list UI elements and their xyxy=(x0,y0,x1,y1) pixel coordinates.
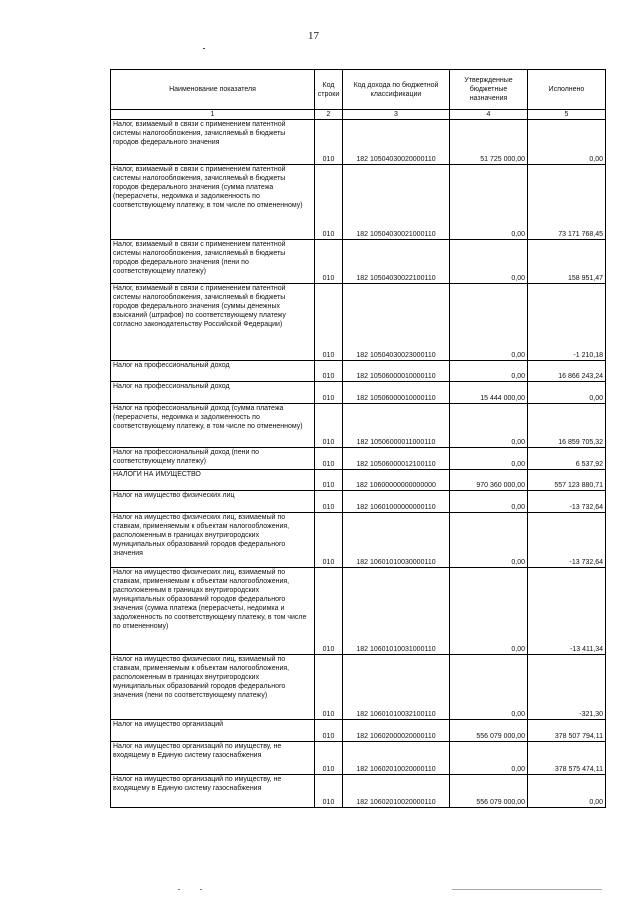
table-header-row xyxy=(111,70,606,110)
row-name: Налог, взимаемый в связи с применением патентной системы налогообложения, зачисляемый в бюджеты городов федерального значения xyxy=(111,120,315,165)
row-name: Налог, взимаемый в связи с применением патентной системы налогообложения, зачисляемый в бюджеты городов федерального значения (суммы денежных взысканий (штрафов) по соответствующему платежу согласно законодательству Российской Федерации) xyxy=(111,284,315,361)
row-approved: 15 444 000,00 xyxy=(450,382,528,404)
row-line-code: 010 xyxy=(315,568,343,655)
scan-speck xyxy=(200,889,202,890)
header-name: Наименование показателя xyxy=(111,70,315,110)
header-line-code: Код строки xyxy=(315,70,343,110)
row-income-code: 182 10601010031000110 xyxy=(343,568,450,655)
row-name: Налог на имущество физических лиц, взимаемый по ставкам, применяемым к объектам налогообложения, расположенным в границах внутригородских муниципальных образований городов федерального значения (сумма платежа (перерасчеты, недоимка и задолженность по соответствующему платежу, в том числе по отмененному) xyxy=(111,568,315,655)
row-executed: 16 859 705,32 xyxy=(528,404,606,448)
row-income-code: 182 10504030020000110 xyxy=(343,120,450,165)
row-approved: 0,00 xyxy=(450,513,528,568)
row-name: Налог на профессиональный доход (пени по соответствующему платежу) xyxy=(111,448,315,470)
table-row xyxy=(111,240,606,284)
row-executed: 16 866 243,24 xyxy=(528,361,606,382)
column-number: 5 xyxy=(528,110,606,120)
row-line-code: 010 xyxy=(315,240,343,284)
row-line-code: 010 xyxy=(315,513,343,568)
page-number: 17 xyxy=(308,30,319,42)
row-income-code: 182 10504030021000110 xyxy=(343,165,450,240)
row-approved: 0,00 xyxy=(450,491,528,513)
row-income-code: 182 10600000000000000 xyxy=(343,470,450,491)
table-row xyxy=(111,404,606,448)
row-line-code: 010 xyxy=(315,720,343,742)
row-line-code: 010 xyxy=(315,775,343,808)
row-executed: 73 171 768,45 xyxy=(528,165,606,240)
row-income-code: 182 10504030022100110 xyxy=(343,240,450,284)
row-name: Налог на профессиональный доход xyxy=(111,382,315,404)
row-approved: 0,00 xyxy=(450,742,528,775)
row-executed: 378 507 794,11 xyxy=(528,720,606,742)
table-row xyxy=(111,361,606,382)
row-approved: 0,00 xyxy=(450,361,528,382)
row-line-code: 010 xyxy=(315,120,343,165)
row-name: Налог на профессиональный доход (сумма платежа (перерасчеты, недоимка и задолженность по соответствующему платежу, в том числе по отмененному) xyxy=(111,404,315,448)
row-name: Налог на имущество физических лиц, взимаемый по ставкам, применяемым к объектам налогообложения, расположенным в границах внутригородских муниципальных образований городов федерального значения (пени по соответствующему платежу) xyxy=(111,655,315,720)
row-approved: 556 079 000,00 xyxy=(450,720,528,742)
table-row xyxy=(111,742,606,775)
scan-marks-footer xyxy=(0,889,627,895)
row-name: Налог на имущество организаций по имуществу, не входящему в Единую систему газоснабжения xyxy=(111,775,315,808)
table-row xyxy=(111,165,606,240)
row-executed: 557 123 880,71 xyxy=(528,470,606,491)
table-row xyxy=(111,720,606,742)
row-approved: 51 725 000,00 xyxy=(450,120,528,165)
row-income-code: 182 10601010030000110 xyxy=(343,513,450,568)
row-executed: -13 732,64 xyxy=(528,491,606,513)
row-name: Налог на имущество организаций xyxy=(111,720,315,742)
row-executed: -321,30 xyxy=(528,655,606,720)
scan-artifact-line xyxy=(452,889,602,890)
row-income-code: 182 10506000012100110 xyxy=(343,448,450,470)
row-approved: 0,00 xyxy=(450,655,528,720)
column-number: 4 xyxy=(450,110,528,120)
row-name: Налог, взимаемый в связи с применением патентной системы налогообложения, зачисляемый в бюджеты городов федерального значения (пени по соответствующему платежу) xyxy=(111,240,315,284)
row-executed: 6 537,92 xyxy=(528,448,606,470)
row-approved: 556 079 000,00 xyxy=(450,775,528,808)
row-name: Налог на имущество физических лиц, взимаемый по ставкам, применяемым к объектам налогообложения, расположенным в границах внутригородских муниципальных образований городов федерального значения xyxy=(111,513,315,568)
row-income-code: 182 10504030023000110 xyxy=(343,284,450,361)
row-executed: 0,00 xyxy=(528,775,606,808)
row-approved: 0,00 xyxy=(450,240,528,284)
table-row xyxy=(111,775,606,808)
header-executed: Исполнено xyxy=(528,70,606,110)
table-row xyxy=(111,448,606,470)
row-name: НАЛОГИ НА ИМУЩЕСТВО xyxy=(111,470,315,491)
row-executed: -1 210,18 xyxy=(528,284,606,361)
row-line-code: 010 xyxy=(315,742,343,775)
row-line-code: 010 xyxy=(315,491,343,513)
column-number-row xyxy=(111,110,606,120)
row-executed: 378 575 474,11 xyxy=(528,742,606,775)
row-executed: 158 951,47 xyxy=(528,240,606,284)
table-row xyxy=(111,120,606,165)
row-line-code: 010 xyxy=(315,361,343,382)
row-name: Налог, взимаемый в связи с применением патентной системы налогообложения, зачисляемый в бюджеты городов федерального значения (сумма платежа (перерасчеты, недоимка и задолженность по соответствующему платежу, в том числе по отмененному) xyxy=(111,165,315,240)
row-executed: 0,00 xyxy=(528,382,606,404)
row-executed: 0,00 xyxy=(528,120,606,165)
row-approved: 970 360 000,00 xyxy=(450,470,528,491)
scan-speck xyxy=(178,889,180,890)
row-name: Налог на имущество организаций по имуществу, не входящему в Единую систему газоснабжения xyxy=(111,742,315,775)
row-income-code: 182 10506000010000110 xyxy=(343,382,450,404)
row-line-code: 010 xyxy=(315,448,343,470)
header-income-code: Код дохода по бюджетной классификации xyxy=(343,70,450,110)
scan-speck xyxy=(203,48,205,49)
row-line-code: 010 xyxy=(315,404,343,448)
row-name: Налог на имущество физических лиц xyxy=(111,491,315,513)
row-approved: 0,00 xyxy=(450,568,528,655)
row-income-code: 182 10601010032100110 xyxy=(343,655,450,720)
row-income-code: 182 10602000020000110 xyxy=(343,720,450,742)
row-executed: -13 732,64 xyxy=(528,513,606,568)
column-number: 3 xyxy=(343,110,450,120)
table-row xyxy=(111,655,606,720)
row-income-code: 182 10506000011000110 xyxy=(343,404,450,448)
row-approved: 0,00 xyxy=(450,165,528,240)
table-row xyxy=(111,382,606,404)
table-row xyxy=(111,513,606,568)
budget-execution-table xyxy=(110,69,606,808)
row-approved: 0,00 xyxy=(450,284,528,361)
row-income-code: 182 10506000010000110 xyxy=(343,361,450,382)
row-line-code: 010 xyxy=(315,470,343,491)
row-income-code: 182 10602010020000110 xyxy=(343,742,450,775)
header-approved: Утвержденные бюджетные назначения xyxy=(450,70,528,110)
row-executed: -13 411,34 xyxy=(528,568,606,655)
row-line-code: 010 xyxy=(315,284,343,361)
table-row xyxy=(111,568,606,655)
row-income-code: 182 10602010020000110 xyxy=(343,775,450,808)
column-number: 1 xyxy=(111,110,315,120)
row-line-code: 010 xyxy=(315,655,343,720)
row-line-code: 010 xyxy=(315,165,343,240)
column-number: 2 xyxy=(315,110,343,120)
row-line-code: 010 xyxy=(315,382,343,404)
row-name: Налог на профессиональный доход xyxy=(111,361,315,382)
table-row xyxy=(111,470,606,491)
row-approved: 0,00 xyxy=(450,404,528,448)
table-row xyxy=(111,284,606,361)
table-row xyxy=(111,491,606,513)
row-approved: 0,00 xyxy=(450,448,528,470)
row-income-code: 182 10601000000000110 xyxy=(343,491,450,513)
